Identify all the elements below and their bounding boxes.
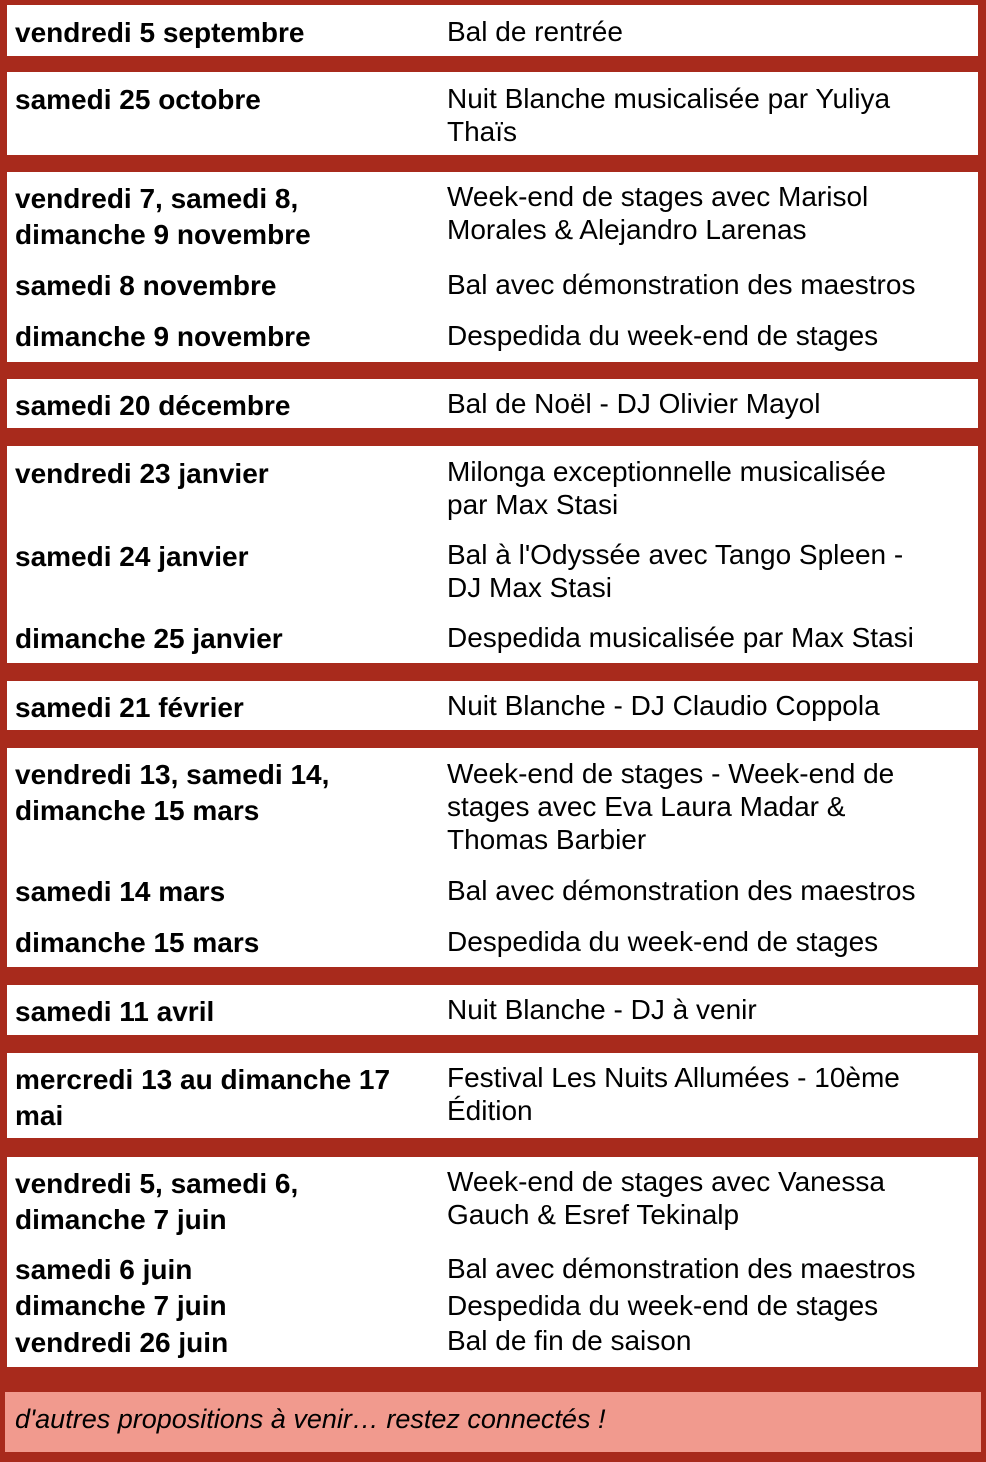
event-date-line: dimanche 9 novembre — [15, 219, 311, 250]
event-title-line: Nuit Blanche - DJ à venir — [447, 994, 757, 1025]
event-title-line: Morales & Alejandro Larenas — [447, 214, 807, 245]
event-date — [15, 1062, 435, 1134]
event-date-line: vendredi 23 janvier — [15, 458, 269, 489]
event-block-juin — [7, 1157, 978, 1367]
event-title — [447, 387, 972, 420]
event-title-line: Despedida musicalisée par Max Stasi — [447, 622, 914, 653]
event-title-line: Bal de Noël - DJ Olivier Mayol — [447, 388, 821, 419]
event-date — [15, 539, 435, 575]
event-date — [15, 690, 435, 726]
event-title-line: Week-end de stages avec Marisol — [447, 181, 869, 212]
event-title — [447, 15, 972, 48]
event-title — [447, 925, 972, 958]
event-date — [15, 388, 435, 424]
event-date-line: dimanche 7 juin — [15, 1290, 227, 1321]
event-block-avril — [7, 985, 978, 1035]
event-date — [15, 874, 435, 910]
event-title-line: Bal de fin de saison — [447, 1325, 692, 1356]
event-date-line: mercredi 13 au dimanche 17 — [15, 1064, 391, 1095]
footer-banner — [5, 1392, 981, 1452]
event-title — [447, 455, 972, 521]
event-title-line: Bal avec démonstration des maestros — [447, 269, 916, 300]
event-date-line: samedi 8 novembre — [15, 270, 277, 301]
event-date — [15, 268, 435, 304]
event-date-line: samedi 6 juin — [15, 1254, 193, 1285]
event-date — [15, 456, 435, 492]
event-date-line: dimanche 15 mars — [15, 795, 260, 826]
event-date-line: vendredi 7, samedi 8, — [15, 183, 299, 214]
event-date-line: mai — [15, 1100, 64, 1131]
event-title — [447, 993, 972, 1026]
event-date-line: vendredi 5, samedi 6, — [15, 1168, 299, 1199]
event-date-line: dimanche 7 juin — [15, 1204, 227, 1235]
event-date-line: vendredi 26 juin — [15, 1327, 229, 1358]
event-title — [447, 268, 972, 301]
event-block-octobre — [7, 72, 978, 155]
event-date-line: vendredi 5 septembre — [15, 17, 305, 48]
event-title-line: Bal avec démonstration des maestros — [447, 875, 916, 906]
event-date-line: samedi 24 janvier — [15, 541, 249, 572]
event-date-line: samedi 14 mars — [15, 876, 226, 907]
event-title-line: Bal à l'Odyssée avec Tango Spleen - — [447, 539, 904, 570]
event-title — [447, 180, 972, 246]
event-block-fevrier — [7, 681, 978, 730]
event-block-mars — [7, 748, 978, 967]
event-title-line: Milonga exceptionnelle musicalisée — [447, 456, 886, 487]
event-title-line: par Max Stasi — [447, 489, 619, 520]
event-title-line: Nuit Blanche - DJ Claudio Coppola — [447, 690, 880, 721]
footer-text: d'autres propositions à venir… restez connectés ! — [15, 1404, 606, 1434]
event-title — [447, 874, 972, 907]
event-date — [15, 621, 435, 657]
event-date — [15, 15, 435, 51]
event-title-line: stages avec Eva Laura Madar & — [447, 791, 846, 822]
event-date — [15, 925, 435, 961]
event-block-septembre — [7, 5, 978, 56]
event-title — [447, 538, 972, 604]
event-date — [15, 82, 435, 118]
event-date-line: vendredi 13, samedi 14, — [15, 759, 330, 790]
event-date — [15, 1166, 435, 1238]
event-title — [447, 621, 972, 654]
event-title — [447, 1289, 972, 1322]
event-title-line: Thaïs — [447, 116, 518, 147]
event-date-line: samedi 21 février — [15, 692, 244, 723]
event-title-line: Thomas Barbier — [447, 824, 647, 855]
event-title-line: DJ Max Stasi — [447, 572, 612, 603]
event-block-mai — [7, 1053, 978, 1138]
event-date-line: dimanche 15 mars — [15, 927, 260, 958]
event-block-decembre — [7, 379, 978, 428]
event-date-line: dimanche 25 janvier — [15, 623, 283, 654]
event-title-line: Week-end de stages - Week-end de — [447, 758, 895, 789]
event-date — [15, 319, 435, 355]
event-title — [447, 1252, 972, 1285]
event-title-line: Bal avec démonstration des maestros — [447, 1253, 916, 1284]
event-title — [447, 82, 972, 148]
event-date — [15, 757, 435, 829]
event-title-line: Despedida du week-end de stages — [447, 1290, 879, 1321]
event-block-novembre — [7, 172, 978, 362]
event-date — [15, 994, 435, 1030]
event-title — [447, 1061, 972, 1127]
event-title — [447, 1324, 972, 1357]
event-title — [447, 689, 972, 722]
event-date — [15, 1288, 435, 1324]
event-title — [447, 757, 972, 856]
event-date-line: dimanche 9 novembre — [15, 321, 311, 352]
event-date-line: samedi 20 décembre — [15, 390, 291, 421]
event-title — [447, 1165, 972, 1231]
event-title-line: Week-end de stages avec Vanessa — [447, 1166, 885, 1197]
event-title-line: Édition — [447, 1095, 533, 1126]
event-title-line: Despedida du week-end de stages — [447, 320, 879, 351]
event-date — [15, 1325, 435, 1361]
event-date — [15, 181, 435, 253]
event-block-janvier — [7, 446, 978, 663]
event-title — [447, 319, 972, 352]
event-date-line: samedi 25 octobre — [15, 84, 261, 115]
event-title-line: Despedida du week-end de stages — [447, 926, 879, 957]
event-title-line: Bal de rentrée — [447, 16, 623, 47]
event-title-line: Festival Les Nuits Allumées - 10ème — [447, 1062, 900, 1093]
event-title-line: Gauch & Esref Tekinalp — [447, 1199, 740, 1230]
event-title-line: Nuit Blanche musicalisée par Yuliya — [447, 83, 891, 114]
event-date-line: samedi 11 avril — [15, 996, 215, 1027]
event-date — [15, 1252, 435, 1288]
